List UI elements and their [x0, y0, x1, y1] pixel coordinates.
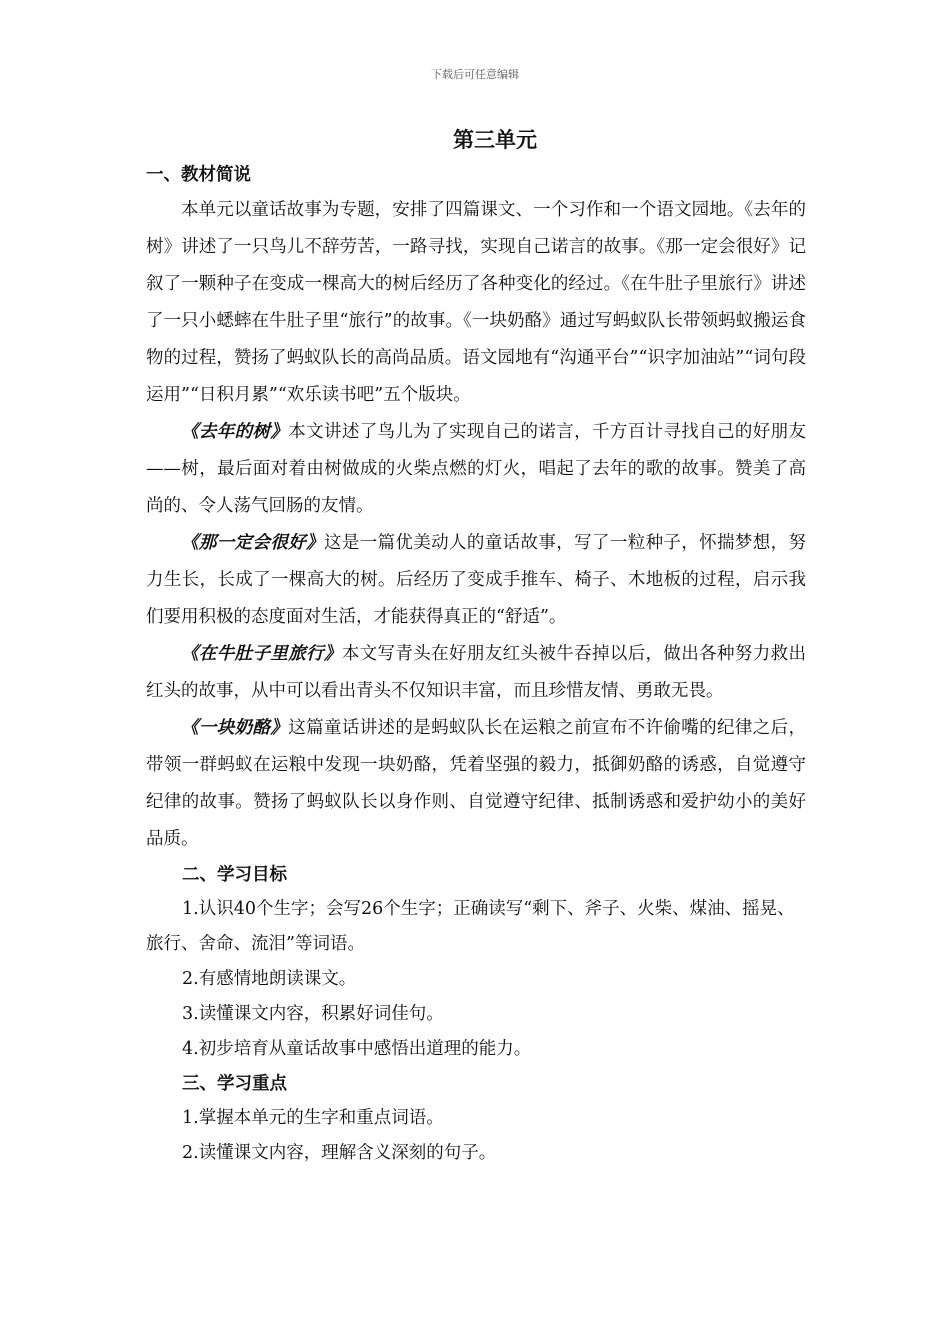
- header-note: 下载后可任意编辑: [431, 68, 519, 81]
- lesson-paragraph: [146, 636, 806, 710]
- lesson-text: 这篇童话讲述的是蚂蚁队长在运粮之前宣布不许偷嘴的纪律之后，带领一群蚂蚁在运粮中发现一块奶酪，凭着坚强的毅力，抵御奶酪的诱惑，自觉遵守纪律的故事。赞扬了蚂蚁队长以身作则、自觉遵守纪律、抵制诱惑和爱护幼小的美好品质。: [146, 718, 807, 849]
- lesson-paragraph: [146, 525, 806, 636]
- section-heading-key-points: 三、学习重点: [182, 1074, 287, 1094]
- lesson-paragraph: [146, 414, 806, 525]
- section-heading-learning-goals: 二、学习目标: [182, 865, 287, 885]
- lesson-title: 《在牛肚子里旅行》: [181, 644, 342, 664]
- document-body: [146, 158, 806, 1171]
- goal-item: 4.初步培育从童话故事中感悟出道理的能力。: [182, 1039, 532, 1059]
- lesson-text: 本文讲述了鸟儿为了实现自己的诺言，千方百计寻找自己的好朋友——树，最后面对着由树做成的火柴点燃的灯火，唱起了去年的歌的故事。赞美了高尚的、令人荡气回肠的友情。: [146, 422, 807, 516]
- lesson-title: 《去年的树》: [181, 422, 289, 442]
- goal-item: 1.认识40个生字；会写26个生字；正确读写“剩下、斧子、火柴、煤油、摇晃、旅行、舍命、流泪”等词语。: [146, 899, 795, 954]
- lesson-title: 《那一定会很好》: [181, 533, 324, 553]
- unit-intro-paragraph: 本单元以童话故事为专题，安排了四篇课文、一个习作和一个语文园地。《去年的树》讲述了一只鸟儿不辞劳苦，一路寻找，实现自己诺言的故事。《那一定会很好》记叙了一颗种子在变成一棵高大的树后经历了各种变化的经过。《在牛肚子里旅行》讲述了一只小蟋蟀在牛肚子里“旅行”的故事。《一块奶酪》通过写蚂蚁队长带领蚂蚁搬运食物的过程，赞扬了蚂蚁队长的高尚品质。语文园地有“沟通平台”“识字加油站”“词句段运用”“日积月累”“欢乐读书吧”五个版块。: [146, 200, 806, 405]
- goal-item: 3.读懂课文内容，积累好词佳句。: [182, 1004, 444, 1024]
- lesson-title: 《一块奶酪》: [181, 718, 289, 738]
- key-point-item: 2.读懂课文内容，理解含义深刻的句子。: [182, 1143, 497, 1163]
- key-point-item: 1.掌握本单元的生字和重点词语。: [182, 1108, 444, 1128]
- lesson-text: 本文写青头在好朋友红头被牛吞掉以后，做出各种努力救出红头的故事，从中可以看出青头不仅知识丰富，而且珍惜友情、勇敢无畏。: [146, 644, 807, 701]
- page-title: 第三单元: [453, 128, 537, 152]
- lesson-paragraph: [146, 710, 806, 858]
- lesson-text: 这是一篇优美动人的童话故事，写了一粒种子，怀揣梦想，努力生长，长成了一棵高大的树。后经历了变成手推车、椅子、木地板的过程，启示我们要用积极的态度面对生活，才能获得真正的“舒适”。: [146, 533, 807, 627]
- section-heading-textbook-overview: 一、教材简说: [146, 165, 251, 185]
- goal-item: 2.有感情地朗读课文。: [182, 969, 357, 989]
